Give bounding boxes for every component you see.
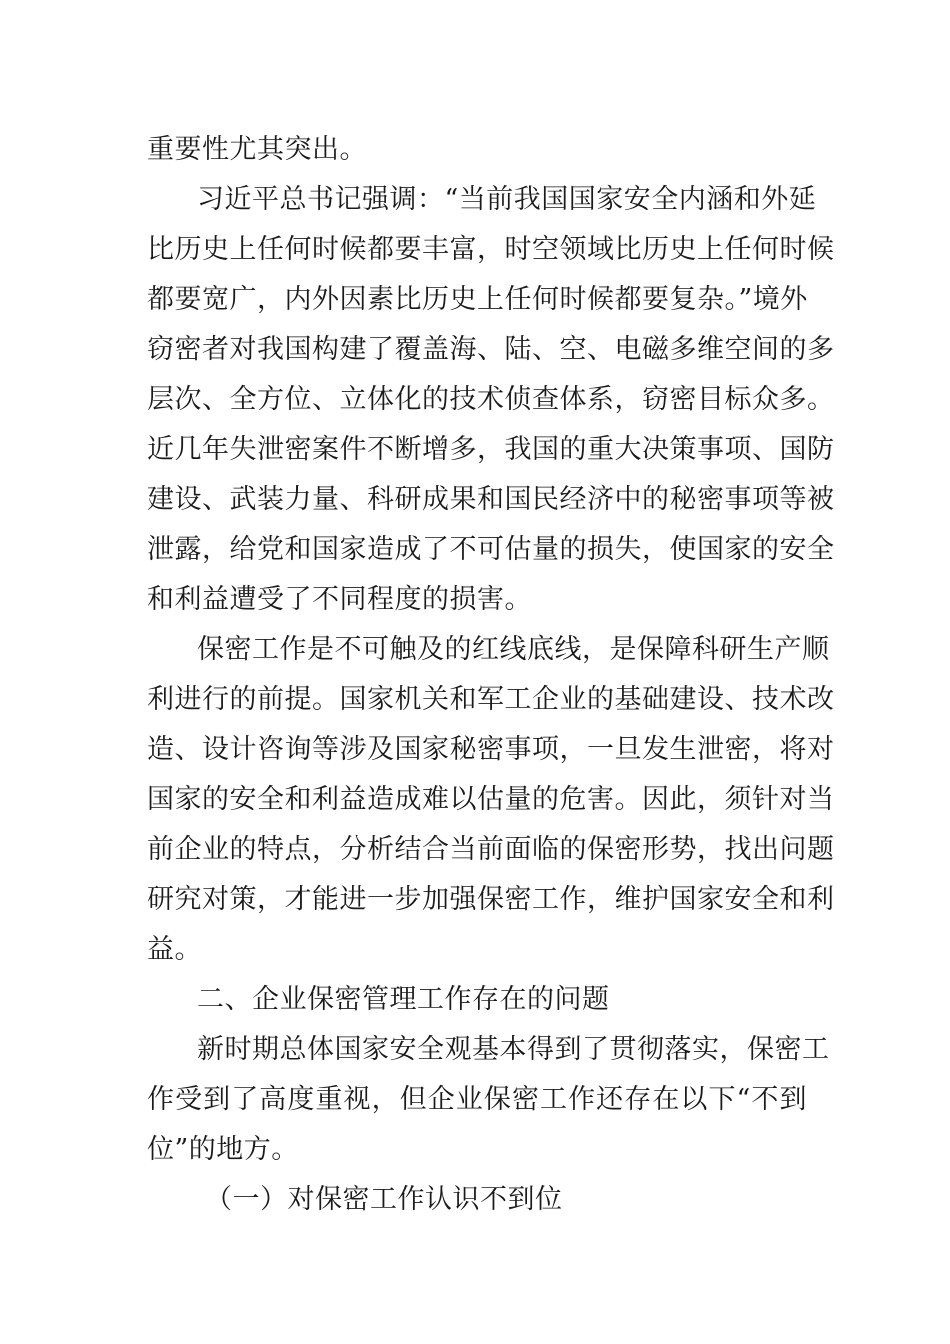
text-line: 作受到了高度重视，但企业保密工作还存在以下“不到 xyxy=(147,1084,807,1115)
text-line: 造、设计咨询等涉及国家秘密事项，一旦发生泄密，将对 xyxy=(147,734,835,765)
text-line: 都要宽广，内外因素比历史上任何时候都要复杂。”境外 xyxy=(147,284,808,315)
text-line: 重要性尤其突出。 xyxy=(147,134,367,165)
text-line: 建设、武装力量、科研成果和国民经济中的秘密事项等被 xyxy=(147,484,835,515)
section-heading: 二、企业保密管理工作存在的问题 xyxy=(197,984,610,1015)
text-line: 和利益遭受了不同程度的损害。 xyxy=(147,584,532,615)
text-line: 比历史上任何时候都要丰富，时空领域比历史上任何时候 xyxy=(147,234,835,265)
text-line: 泄露，给党和国家造成了不可估量的损失，使国家的安全 xyxy=(147,534,835,565)
text-line: 位”的地方。 xyxy=(147,1134,299,1165)
text-line: 国家的安全和利益造成难以估量的危害。因此，须针对当 xyxy=(147,784,835,815)
text-line: 保密工作是不可触及的红线底线，是保障科研生产顺 xyxy=(197,634,830,665)
subsection-heading: （一）对保密工作认识不到位 xyxy=(205,1184,563,1215)
text-line: 前企业的特点，分析结合当前面临的保密形势，找出问题 xyxy=(147,834,835,865)
text-line: 近几年失泄密案件不断增多，我国的重大决策事项、国防 xyxy=(147,434,835,465)
text-line: 新时期总体国家安全观基本得到了贯彻落实，保密工 xyxy=(197,1034,830,1065)
text-line: 窃密者对我国构建了覆盖海、陆、空、电磁多维空间的多 xyxy=(147,334,835,365)
text-line: 利进行的前提。国家机关和军工企业的基础建设、技术改 xyxy=(147,684,835,715)
text-line: 益。 xyxy=(147,934,202,965)
text-line: 层次、全方位、立体化的技术侦查体系，窃密目标众多。 xyxy=(147,384,835,415)
text-line: 研究对策，才能进一步加强保密工作，维护国家安全和利 xyxy=(147,884,835,915)
text-line: 习近平总书记强调：“当前我国国家安全内涵和外延 xyxy=(197,184,817,215)
